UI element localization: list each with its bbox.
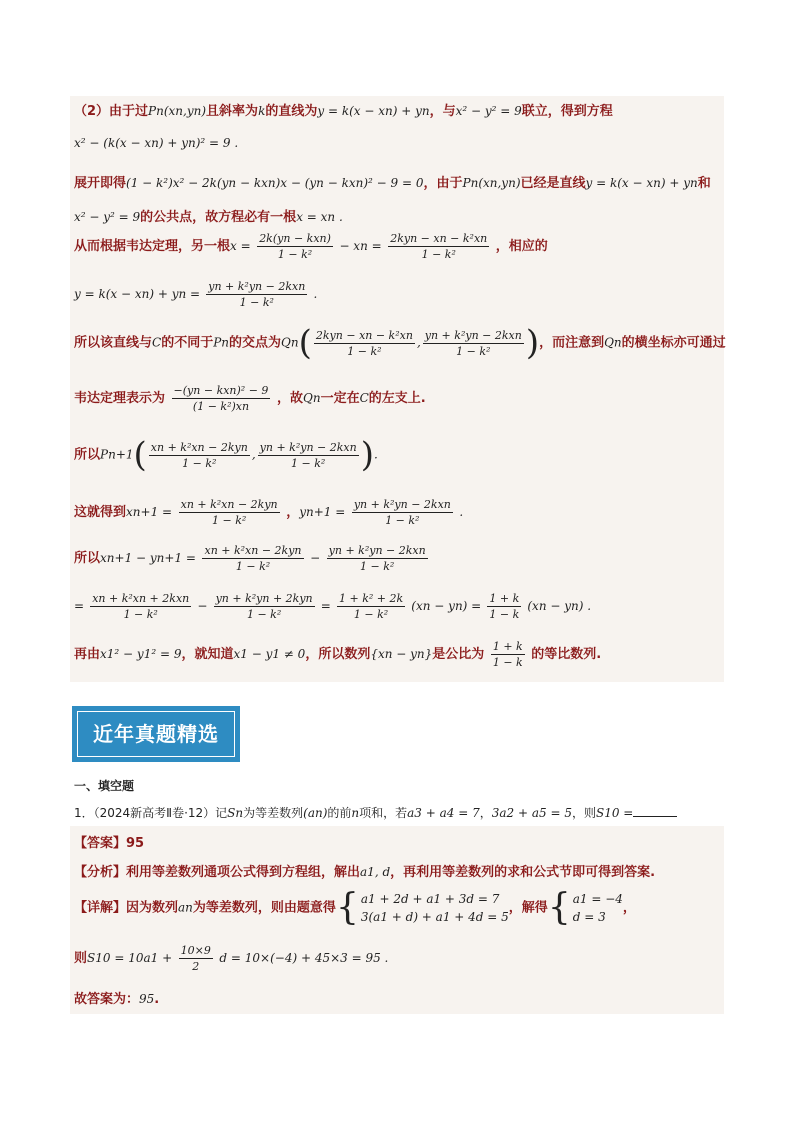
fraction: $\frac{\text{−(yn − kxn)² − 9}}{\text{(1 − k²)xn}}$: [173, 384, 269, 413]
solution-line-4: x² − y² = 9的公共点，故方程必有一根x = xn .: [74, 210, 343, 225]
solution-line-13: 再由x1² − y1² = 9，就知道x1 − y1 ≠ 0，所以数列{xn − yn}是公比为 $\frac{1 + k}{1 - k}$ 的等比数列.: [74, 640, 602, 669]
section-badge-label: 近年真题精选: [93, 722, 219, 746]
solution-line-1: （2）由于过Pn(xn,yn)且斜率为k的直线为y = k(x − xn) + yn，与x² − y² = 9联立，得到方程: [74, 104, 613, 119]
solution-line-7: 所以该直线与C的不同于Pn的交点为Qn( $\frac{\text{2kyn − xn − k²xn}}{\text{1 − k²}}$ , $\frac{\text{yn + k²yn − 2kxn}}{\text{1 − k²}}$ )，而注意到Qn的横坐标亦可通过: [74, 323, 726, 363]
fraction: $\frac{\text{2k(yn − kxn)}}{\text{1 − k²}}$: [259, 232, 331, 261]
equation-system: a1 + 2d + a1 + 3d = 7 3(a1 + d) + a1 + 4d = 5: [360, 892, 509, 924]
solution-line-12: = $\frac{\text{xn + k²xn + 2kxn}}{\text{1 − k²}}$ − $\frac{\text{yn + k²yn + 2kyn}}{\text{1 − k²}}$ = $\frac{\text{1 + k² + 2k}}{\text{1 − k²}}$ (xn − yn) = $\frac{1 + k}{1 - k}$ (xn − yn) .: [74, 592, 592, 621]
solution-line-11: 所以xn+1 − yn+1 = $\frac{\text{xn + k²xn − 2kyn}}{\text{1 − k²}}$ − $\frac{\text{yn + k²yn − 2kxn}}{\text{1 − k²}}$: [74, 544, 426, 573]
answer-blank: [633, 806, 677, 817]
fraction: $\frac{\text{xn + k²xn − 2kyn}}{\text{1 − k²}}$: [180, 498, 278, 527]
fraction: $\frac{\text{2kyn − xn − k²xn}}{\text{1 − k²}}$: [315, 328, 413, 358]
solution-line-9: 所以Pn+1( $\frac{\text{xn + k²xn − 2kyn}}{\text{1 − k²}}$ , $\frac{\text{yn + k²yn − 2kxn}}{\text{1 − k²}}$ ).: [74, 435, 378, 475]
fraction: $\frac{\text{2kyn − xn − k²xn}}{\text{1 − k²}}$: [390, 232, 488, 261]
fraction: $\frac{\text{yn + k²yn − 2kxn}}{\text{1 − k²}}$: [208, 280, 306, 309]
solution-system: a1 = −4 d = 3: [572, 892, 623, 924]
fraction: $\frac{\text{xn + k²xn + 2kxn}}{\text{1 − k²}}$: [92, 592, 190, 621]
fraction: $\frac{1 + k}{1 - k}$: [492, 640, 523, 669]
final-answer-line: 故答案为：95.: [74, 992, 160, 1007]
fraction: $\frac{\text{yn + k²yn − 2kxn}}{\text{1 − k²}}$: [424, 328, 522, 358]
fraction: $\frac{1 + k}{1 - k}$: [489, 592, 520, 621]
fraction: $\frac{\text{yn + k²yn − 2kxn}}{\text{1 − k²}}$: [328, 544, 426, 573]
fraction: $\frac{\text{1 + k² + 2k}}{\text{1 − k²}}$: [338, 592, 404, 621]
answer-value: 95: [126, 836, 145, 851]
section-badge: [72, 706, 240, 762]
solution-line-6: y = k(x − xn) + yn = $\frac{\text{yn + k²yn − 2kxn}}{\text{1 − k²}}$ .: [74, 280, 318, 309]
solution-line-3: 展开即得(1 − k²)x² − 2k(yn − kxn)x − (yn − kxn)² − 9 = 0，由于Pn(xn,yn)已经是直线y = k(x − xn) + yn和: [74, 176, 711, 191]
analysis-line: 【分析】利用等差数列通项公式得到方程组，解出a1, d，再利用等差数列的求和公式节即可得到答案.: [74, 865, 656, 880]
solution-line-8: 韦达定理表示为 $\frac{\text{−(yn − kxn)² − 9}}{\text{(1 − k²)xn}}$ ，故Qn一定在C的左支上.: [74, 384, 426, 413]
answer-line: 【答案】95: [74, 836, 145, 851]
sum-line: 则S10 = 10a1 + $\frac{10\times 9}{2}$ d = 10×(−4) + 45×3 = 95 .: [74, 944, 389, 973]
question-1: 1．（2024新高考Ⅱ卷·12）记Sn为等差数列(an)的前n项和，若a3 + a4 = 7，3a2 + a5 = 5，则S10 =: [74, 804, 677, 821]
fraction: $\frac{\text{yn + k²yn − 2kxn}}{\text{1 − k²}}$: [259, 440, 357, 470]
detail-line: 【详解】因为数列an为等差数列，则由题意得{ a1 + 2d + a1 + 3d = 7 3(a1 + d) + a1 + 4d = 5 ，解得{ a1 = −4 d = 3 ，: [74, 887, 636, 928]
fraction: $\frac{\text{yn + k²yn − 2kxn}}{\text{1 − k²}}$: [353, 498, 451, 527]
fraction: $\frac{\text{yn + k²yn + 2kyn}}{\text{1 − k²}}$: [215, 592, 313, 621]
section-heading: 一、填空题: [74, 779, 135, 793]
fraction: $\frac{\text{xn + k²xn − 2kyn}}{\text{1 − k²}}$: [204, 544, 302, 573]
solution-line-10: 这就得到xn+1 = $\frac{\text{xn + k²xn − 2kyn}}{\text{1 − k²}}$ ，yn+1 = $\frac{\text{yn + k²yn − 2kxn}}{\text{1 − k²}}$ .: [74, 498, 464, 527]
fraction: $\frac{\text{xn + k²xn − 2kyn}}{\text{1 − k²}}$: [150, 440, 248, 470]
fraction: $\frac{10\times 9}{2}$: [180, 944, 211, 973]
solution-line-2: x² − (k(x − xn) + yn)² = 9 .: [74, 136, 239, 150]
solution-line-5: 从而根据韦达定理，另一根x = $\frac{\text{2k(yn − kxn)}}{\text{1 − k²}}$ − xn = $\frac{\text{2kyn − xn − k²xn}}{\text{1 − k²}}$ ，相应的: [74, 232, 548, 261]
